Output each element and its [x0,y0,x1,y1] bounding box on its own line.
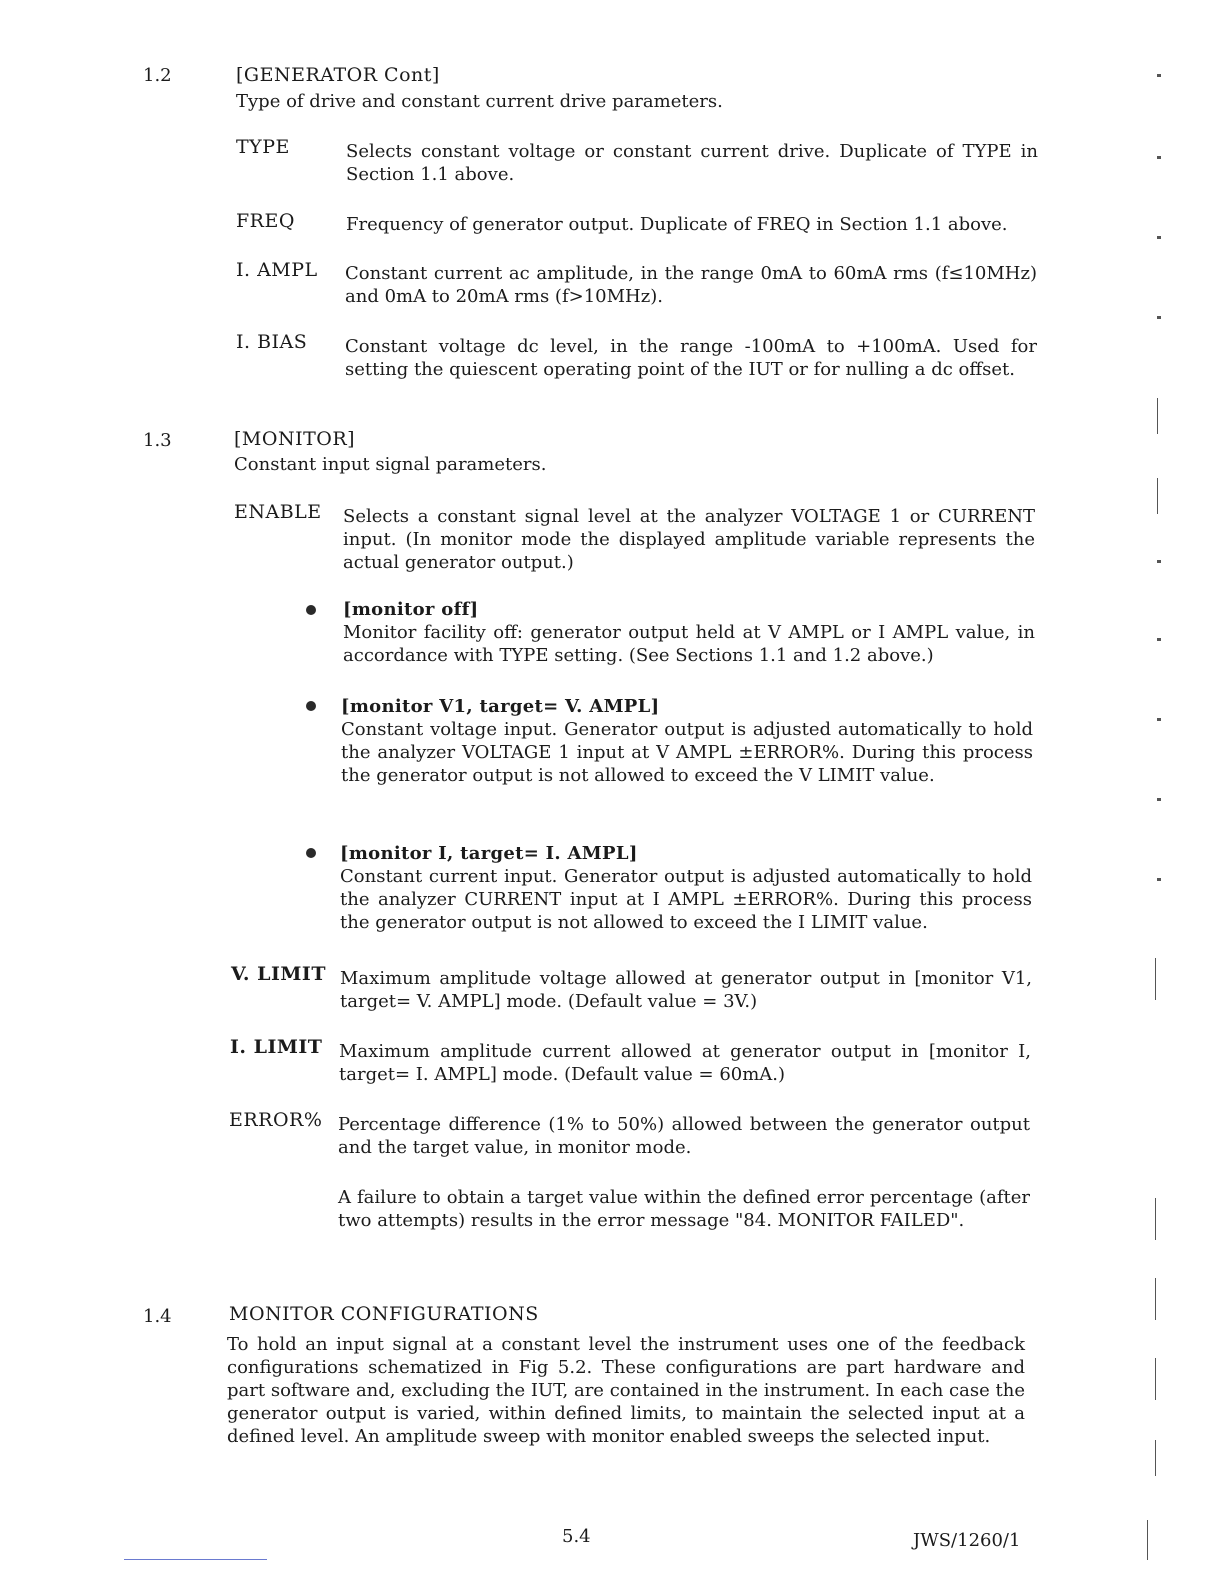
section-intro-1-3: Constant input signal parameters. [234,454,547,475]
monitor-option-off [343,598,1035,667]
option-title: [monitor off] [343,599,479,620]
param-term-i-bias: I. BIAS [236,331,308,353]
param-term-enable: ENABLE [234,501,322,523]
scan-mark [1155,1440,1156,1476]
option-desc: Constant voltage input. Generator output is adjusted automatically to hold the analyzer VOLTAGE 1 input at V AMPL ±ERROR%. During this process the generator output is not allowed to exceed the V LIMIT value. [341,719,1033,786]
scan-mark [1157,316,1161,319]
page-number: 5.4 [562,1526,591,1547]
bullet-icon [306,848,316,858]
param-term-type: TYPE [236,136,290,158]
section-number-1-2: 1.2 [143,65,172,86]
param-desc-type: Selects constant voltage or constant current drive. Duplicate of TYPE in Section 1.1 above. [346,141,1038,185]
scan-mark [1157,798,1161,801]
scan-mark [1157,560,1161,563]
scan-mark [1155,958,1156,1000]
param-term-v-limit: V. LIMIT [231,963,326,985]
scan-mark [1157,74,1161,77]
scan-mark [1157,236,1161,239]
param-term-freq: FREQ [236,210,295,232]
param-term-error-pct: ERROR% [229,1109,323,1131]
scan-mark [1157,878,1161,881]
scan-mark [1155,1358,1156,1400]
param-desc-i-ampl: Constant current ac amplitude, in the range 0mA to 60mA rms (f≤10MHz) and 0mA to 20mA rms (f>10MHz). [345,263,1037,307]
option-desc: Constant current input. Generator output is adjusted automatically to hold the analyzer CURRENT input at I AMPL ±ERROR%. During this process the generator output is not allowed to exceed the I LIMIT value. [340,866,1032,933]
param-desc-i-limit: Maximum amplitude current allowed at generator output in [monitor I, target= I. AMPL] mode. (Default value = 60mA.) [339,1041,1031,1085]
scan-mark [1157,478,1158,514]
param-desc-enable: Selects a constant signal level at the analyzer VOLTAGE 1 or CURRENT input. (In monitor mode the displayed amplitude variable represents the actual generator output.) [343,506,1035,573]
scan-mark [1157,398,1158,434]
document-code: JWS/1260/1 [913,1530,1021,1551]
option-title: [monitor V1, target= V. AMPL] [341,696,660,717]
scan-mark [1157,156,1161,159]
section-body-1-4: To hold an input signal at a constant level the instrument uses one of the feedback configurations schematized in Fig 5.2. These configurations are part hardware and part software and, excluding the IUT, are contained in the instrument. In each case the generator output is varied, within defined limits, to maintain the selected input at a defined level. An amplitude sweep with monitor enabled sweeps the selected input. [227,1334,1025,1447]
param-desc-i-bias: Constant voltage dc level, in the range -100mA to +100mA. Used for setting the quiescent operating point of the IUT or for nulling a dc offset. [345,336,1037,380]
bullet-icon [306,701,316,711]
param-term-i-limit: I. LIMIT [230,1036,323,1058]
section-heading-monitor-configurations: MONITOR CONFIGURATIONS [229,1303,539,1325]
scan-mark [1155,1278,1156,1320]
param-desc-freq: Frequency of generator output. Duplicate of FREQ in Section 1.1 above. [346,214,1008,235]
param-desc-v-limit: Maximum amplitude voltage allowed at generator output in [monitor V1, target= V. AMPL] mode. (Default value = 3V.) [340,968,1032,1012]
scan-mark [1155,1198,1156,1240]
param-desc-error-pct: Percentage difference (1% to 50%) allowed between the generator output and the target value, in monitor mode. [338,1114,1030,1158]
option-title: [monitor I, target= I. AMPL] [340,843,638,864]
section-number-1-4: 1.4 [143,1306,172,1327]
scan-mark [1147,1520,1148,1560]
section-intro-1-2: Type of drive and constant current drive parameters. [236,91,723,112]
section-heading-monitor: [MONITOR] [234,428,356,450]
monitor-option-i [340,842,1032,934]
section-number-1-3: 1.3 [143,430,172,451]
option-desc: Monitor facility off: generator output held at V AMPL or I AMPL value, in accordance with TYPE setting. (See Sections 1.1 and 1.2 above.) [343,622,1035,666]
scan-mark [1157,638,1161,641]
failure-note: A failure to obtain a target value within the defined error percentage (after two attempts) results in the error message "84. MONITOR FAILED". [338,1187,1030,1231]
section-heading-generator-cont: [GENERATOR Cont] [236,64,440,86]
monitor-option-v1 [341,695,1033,787]
param-term-i-ampl: I. AMPL [236,259,318,281]
footer-rule [124,1559,267,1560]
scan-mark [1157,718,1161,721]
bullet-icon [306,605,316,615]
